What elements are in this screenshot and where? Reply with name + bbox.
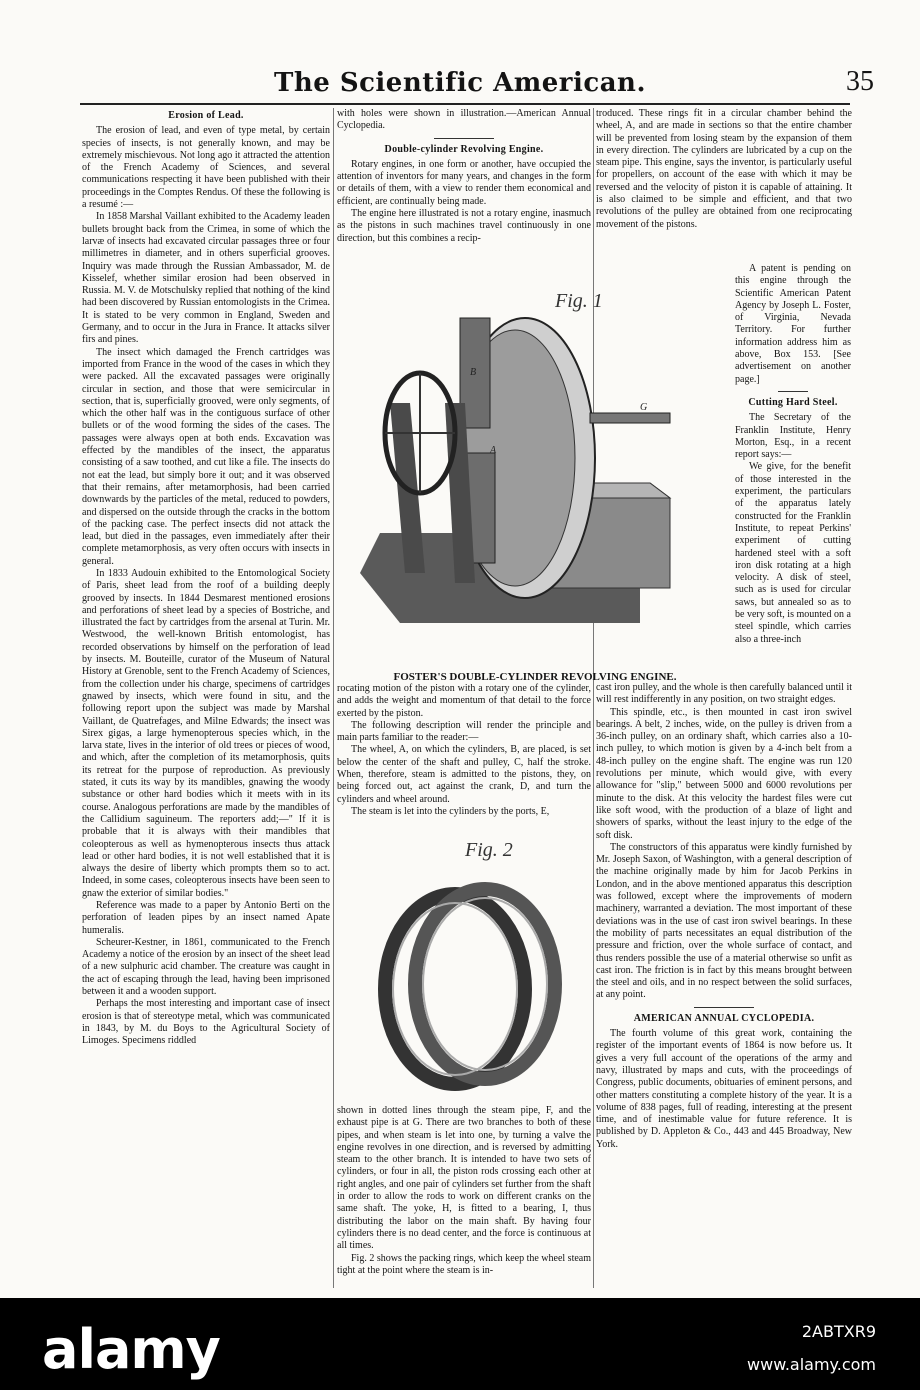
paragraph: A patent is pending on this engine through the Scientific American Patent Agency by Joseph L. Foster, of Virginia, Nevada Territory. For further information address him as above, Box 153. [See advertisement on another page.] — [735, 263, 851, 385]
separator — [778, 391, 808, 392]
column-2-top — [337, 108, 591, 245]
paragraph: Rotary engines, in one form or another, have occupied the attention of inventors for many years, and changes in the form or details of them, with a view to render them economical and efficient, are continually being made. — [337, 158, 591, 207]
paragraph: Perhaps the most interesting and important case of insect erosion is that of stereotype metal, which was communicated in 1843, by M. du Boys to the Agricultural Society of Limoges. Specimens riddled — [82, 998, 330, 1047]
paragraph: The Secretary of the Franklin Institute, Henry Morton, Esq., in a recent report says:— — [735, 412, 851, 461]
column-divider — [333, 108, 334, 1288]
column-2-bottom — [337, 1105, 591, 1277]
packing-rings-illustration — [345, 834, 595, 1104]
paragraph: The fourth volume of this great work, containing the register of the important events of 1864 is now before us. It gives a very full account of the operations of the army and navy, illustrated by maps and cuts, with the proceedings of Congress, public documents, obituaries of eminent persons, and other matters constituting a complete history of the year. It is a volume of 838 pages, full of reading, interesting at the present time, and of inestimable value for future reference. It is published by D. Appleton & Co., 443 and 445 Broadway, New York. — [596, 1028, 852, 1150]
paragraph: The erosion of lead, and even of type metal, by certain species of insects, is not generally known, and may be extremely mischievous. Not long ago it attracted the attention of the French Academy of Sciences, and several communications respecting it have been published with their proceedings in the Comptes Rendus. Of these the following is a resumé :— — [82, 125, 330, 211]
paragraph: In 1858 Marshal Vaillant exhibited to the Academy leaden bullets brought back from the Crimea, in some of which the larvæ of insects had excavated circular passages three or four millimetres in diameter, and in others superficial grooves. Inquiry was made through the Russian Ambassador, M. de Kisselef, whether similar erosion had been observed in Russia. M. V. de Motschulsky replied that nothing of the kind had been discovered by Russian entomologists in the Crimea. It is stated to be very common in England, Sweden and Germany, and to occur in the Jura in France. It attacks silver firs and pines. — [82, 211, 330, 346]
fig1-letter: B — [470, 367, 477, 378]
paragraph: The wheel, A, on which the cylinders, B, are placed, is set below the center of the shaft and pulley, C, half the stroke. When, therefore, steam is admitted to the pistons, they, on being forced out, act against the crank, D, and turn the cylinders and wheel around. — [337, 744, 591, 805]
alamy-logo: alamy — [42, 1318, 220, 1381]
paragraph: with holes were shown in illustration.—American Annual Cyclopedia. — [337, 108, 591, 132]
column-3-narrow — [735, 263, 851, 646]
fig1-letter: G — [640, 402, 648, 413]
paragraph: The following description will render the principle and main parts familiar to the reader:— — [337, 719, 591, 744]
fig1-caption: FOSTER'S DOUBLE-CYLINDER REVOLVING ENGINE. — [393, 671, 677, 683]
publication-title: The Scientific American. — [273, 68, 647, 98]
paragraph: The insect which damaged the French cartridges was imported from France in the wood of the cases in which they were packed. All the excavated passages were originally circular in section, and those that were semicircular in section, that is, superficially grooved, were only segments, of which the other half was in the contiguous surface of other bullets or of the wood forming the sides of the cases. The passages were always open at both ends. Excavation was effected by the mandibles of the insect, the apparatus consisting of a saw toothed, and cut like a file. The insects do not eat the lead, but simply bore it out; and it was observed that their remains, after metamorphosis, had been carried downwards by the particles of the metal, reduced to powders, and dispersed on the outside through the cracks in the bottom of the packing case. The perfect insects did not attack the lead, but died in the passages, even immediately after their complete metamorphosis, as very often occurs with insects in general. — [82, 346, 330, 567]
column-3-lower — [596, 682, 852, 1151]
column-1 — [82, 108, 330, 1048]
paragraph: troduced. These rings fit in a circular chamber behind the wheel, A, and are made in sections so that the entire chamber will be prevented from losing steam by the expansion of them in every direction. The cylinders are lubricated by a cup on the steam pipe. This engine, says the inventor, is particularly useful for propellers, on account of the ease with which it may be reversed and the velocity of piston it is capable of attaining. It is also claimed to be simple and efficient, and that two revolutions of the pulley are obtained from one reciprocating movement of the pistons. — [596, 108, 852, 230]
paragraph: The steam is let into the cylinders by the ports, E, — [351, 805, 550, 817]
paragraph: We give, for the benefit of those interested in the experiment, the particulars of the apparatus lately constructed for the Franklin Institute, to repeat Perkins' experiment of cutting hardened steel with a soft iron disk rotating at a high velocity. A disk of steel, such as is used for circular saws, but annealed so as to be very soft, is mounted on a steel spindle, which carries also a three-inch — [735, 461, 851, 645]
article-heading-erosion: Erosion of Lead. — [168, 110, 244, 121]
paragraph: In 1833 Audouin exhibited to the Entomological Society of Paris, sheet lead from the roof of a building deeply grooved by insects. In 1844 Desmarest mentioned erosions and perforations of sheet lead by a species of Bostriche, and illustrated the fact by cartridges from the arsenal at Turin. Mr. Westwood, the well-known British entomologist, has recorded observations by himself on the perforation of lead by insects. M. Bouteille, curator of the Museum of Natural History at Grenoble, sent to the French Academy of Sciences, from the collection under his charge, specimens of cartridges gnawed by insects, which were found in situ, and the following report upon the subject was made by Marshal Vaillant, de Quatrefages, and Milne Edwards; the insect was Sirex gigas, a large hymenopterous species which, in the larva state, lives in the interior of old trees or pieces of wood, and which, after the completion of its metamorphosis, quits its retreat for the purpose of reproduction. As previously stated, it cuts its way by its mandibles, gnawing the woody substance or other hard bodies which it meets with in its course. Analogous perforations are made by the mandibles of the Callidium saguineum. The reporters add;—" If it is probable that it is always with their mandibles that coleopterous as well as hymenopterous insects thus attack lead or other hard bodies, it is not well established that it is always the desire of liberty which prompts them so to act. Indeed, in some cases, coleopterous insects have been seen to gnaw the exterior of similar bodies." — [82, 567, 330, 899]
engine-illustration — [340, 283, 726, 665]
article-heading-steel: Cutting Hard Steel. — [748, 396, 838, 408]
fig1-label: Fig. 1 — [555, 290, 603, 312]
header-rule — [80, 103, 850, 105]
page-number: 35 — [846, 66, 874, 97]
paragraph: shown in dotted lines through the steam pipe, F, and the exhaust pipe is at G. There are two branches to both of these pipes, and when steam is let into one, by turning a valve the engine revolves in one direction, and is reversed by admitting steam to the other branch. It is intended to have two sets of cylinders, or four in all, the piston rods crossing each other at right angles, and one pair of cylinders set further from the shaft in order to allow the rods to work on different cranks on the same shaft. The yoke, H, is fitted to a bearing, I, thus distributing the labor on the main shaft. By having four cylinders there is no dead center, and the force is continuous at all times. — [337, 1105, 591, 1252]
column-2-middle — [337, 683, 591, 818]
column-3-top — [596, 108, 852, 231]
paragraph: cast iron pulley, and the whole is then carefully balanced until it will rest indifferently in any position, on two straight edges. — [596, 682, 852, 706]
masthead — [0, 66, 920, 106]
separator — [694, 1007, 754, 1008]
fig1-letter: A — [490, 445, 497, 456]
paragraph: Scheurer-Kestner, in 1861, communicated to the French Academy a notice of the erosion by an insect of the sheet lead of a new sulphuric acid chamber. The creature was caught in the act of escaping through the lead, having been imprisoned between it and a wooden support. — [82, 936, 330, 998]
article-heading-cyclopedia: AMERICAN ANNUAL CYCLOPEDIA. — [633, 1012, 815, 1024]
paragraph: Reference was made to a paper by Antonio Berti on the perforation of leaden pipes by an insect named Apate humeralis. — [82, 900, 330, 936]
fig2-label: Fig. 2 — [465, 839, 513, 861]
paragraph: This spindle, etc., is then mounted in cast iron swivel bearings. A belt, 2 inches, wide, on the pulley is driven from a 36-inch pulley, on an ordinary shaft, which carries also a 10-inch pulley, to which motion is given by a 4-inch belt from a 48-inch pulley on the engine shaft. The engine was run 120 revolutions per minute, which would give, with every allowance for "slip," between 5000 and 6000 revolutions per minute to the disk. At this velocity the hardest files were cut like soft wood, with the production of a blaze of light and showers of sparks, without the least injury to the edge of the soft disk. — [596, 706, 852, 841]
paragraph: rocating motion of the piston with a rotary one of the cylinder, and adds the weight and momentum of that detail to the force exerted by the piston. — [337, 683, 591, 719]
separator — [434, 138, 494, 139]
source-url: www.alamy.com — [747, 1355, 876, 1374]
image-id: 2ABTXR9 — [801, 1322, 876, 1341]
paragraph: The engine here illustrated is not a rotary engine, inasmuch as the pistons in such machines travel continuously in one direction, but this combines a recip- — [337, 208, 591, 244]
paragraph: Fig. 2 shows the packing rings, which keep the wheel steam tight at the point where the steam is in- — [337, 1252, 591, 1276]
article-heading-engine: Double-cylinder Revolving Engine. — [384, 143, 544, 155]
paragraph: The constructors of this apparatus were kindly furnished by Mr. Joseph Saxon, of Washington, with a general description of the machine originally made by him for Jacob Perkins in London, and in the above mentioned apparatus this description was followed, except where the improvements of modern machinery, warranted a deviation. The most important of these deviations was in the use of cast iron swivel bearings. In these the mobility of parts necessitates an equal distribution of the pressure and friction, over the whole surface of contact, and thus renders possible the use of a material otherwise so unfit as cast iron. The friction is in fact by this means brought between the steel and oils, and in no respect between the solid surfaces, at any point. — [596, 841, 852, 1001]
